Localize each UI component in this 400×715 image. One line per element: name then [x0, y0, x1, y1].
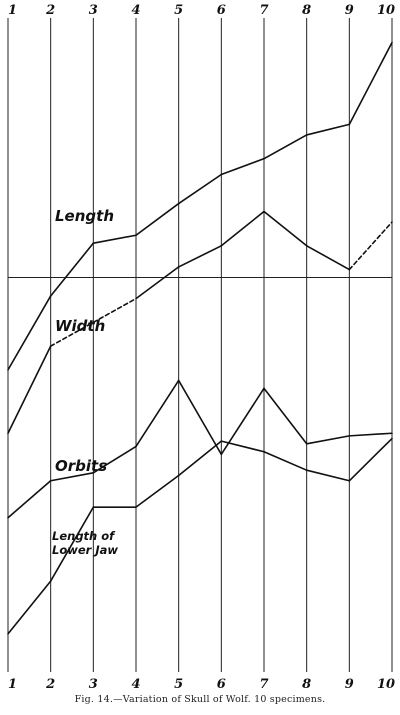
series-segment-width-6-7 — [221, 211, 264, 245]
series-segment-length-of-lower-jaw-1-2 — [8, 581, 51, 634]
x-tick-label-bottom-6: 6 — [216, 677, 226, 692]
figure-caption: Fig. 14.—Variation of Skull of Wolf. 10 specimens. — [74, 694, 326, 705]
series-segment-length-of-lower-jaw-7-8 — [264, 452, 307, 470]
series-label-lower-jaw-line2: Lower Jaw — [52, 543, 118, 557]
x-tick-label-bottom-3: 3 — [88, 677, 98, 692]
series-segment-orbits-1-2 — [8, 481, 51, 518]
series-segment-orbits-6-7 — [221, 388, 264, 454]
series-segment-orbits-5-6 — [179, 380, 222, 454]
x-tick-label-top-2: 2 — [46, 3, 56, 18]
x-tick-label-top-3: 3 — [88, 3, 98, 18]
x-tick-label-top-5: 5 — [174, 3, 184, 18]
series-label-length: Length — [55, 207, 114, 225]
series-segment-length-of-lower-jaw-4-5 — [136, 475, 179, 507]
series-segment-orbits-9-10 — [349, 433, 392, 436]
series-segment-orbits-8-9 — [307, 436, 350, 444]
series-segment-width-8-9 — [307, 246, 350, 270]
series-segment-orbits-7-8 — [264, 388, 307, 443]
x-tick-label-bottom-7: 7 — [259, 677, 269, 692]
series-segment-width-7-8 — [264, 211, 307, 245]
series-label-orbits: Orbits — [55, 457, 108, 475]
x-tick-label-bottom-10: 10 — [376, 677, 396, 692]
series-orbits — [8, 380, 392, 517]
series-segment-length-of-lower-jaw-9-10 — [349, 439, 392, 481]
x-tick-label-top-9: 9 — [344, 3, 354, 18]
series-segment-length-of-lower-jaw-5-6 — [179, 441, 222, 475]
series-segment-length-of-lower-jaw-8-9 — [307, 470, 350, 481]
x-tick-label-top-4: 4 — [131, 3, 141, 18]
series-segment-length-2-3 — [51, 243, 94, 296]
x-tick-label-bottom-8: 8 — [302, 677, 312, 692]
grid — [8, 18, 392, 672]
x-tick-label-top-8: 8 — [302, 3, 312, 18]
x-tick-label-top-1: 1 — [8, 3, 18, 18]
x-tick-label-top-6: 6 — [216, 3, 226, 18]
series-segment-length-3-4 — [93, 235, 136, 243]
x-tick-label-bottom-5: 5 — [174, 677, 184, 692]
x-tick-label-bottom-9: 9 — [344, 677, 354, 692]
x-tick-label-bottom-4: 4 — [131, 677, 141, 692]
x-tick-label-bottom-1: 1 — [8, 677, 18, 692]
series-segment-length-7-8 — [264, 135, 307, 159]
series-segment-width-4-5 — [136, 267, 179, 299]
series-label-lower-jaw-line1: Length of — [52, 529, 115, 543]
tick-labels — [8, 3, 395, 692]
series-segment-width-9-10 — [349, 222, 392, 270]
series-segment-length-5-6 — [179, 175, 222, 204]
series-label-width: Width — [55, 317, 106, 335]
series-segment-length-of-lower-jaw-6-7 — [221, 441, 264, 452]
series-segment-orbits-4-5 — [136, 380, 179, 446]
series-segment-length-6-7 — [221, 159, 264, 175]
x-tick-label-top-10: 10 — [376, 3, 396, 18]
x-tick-label-top-7: 7 — [259, 3, 269, 18]
x-tick-label-bottom-2: 2 — [46, 677, 56, 692]
series-segment-width-5-6 — [179, 246, 222, 267]
series-segment-length-9-10 — [349, 43, 392, 125]
series-segment-length-8-9 — [307, 124, 350, 135]
series-segment-length-4-5 — [136, 204, 179, 236]
series-label-lower-jaw — [52, 529, 118, 557]
